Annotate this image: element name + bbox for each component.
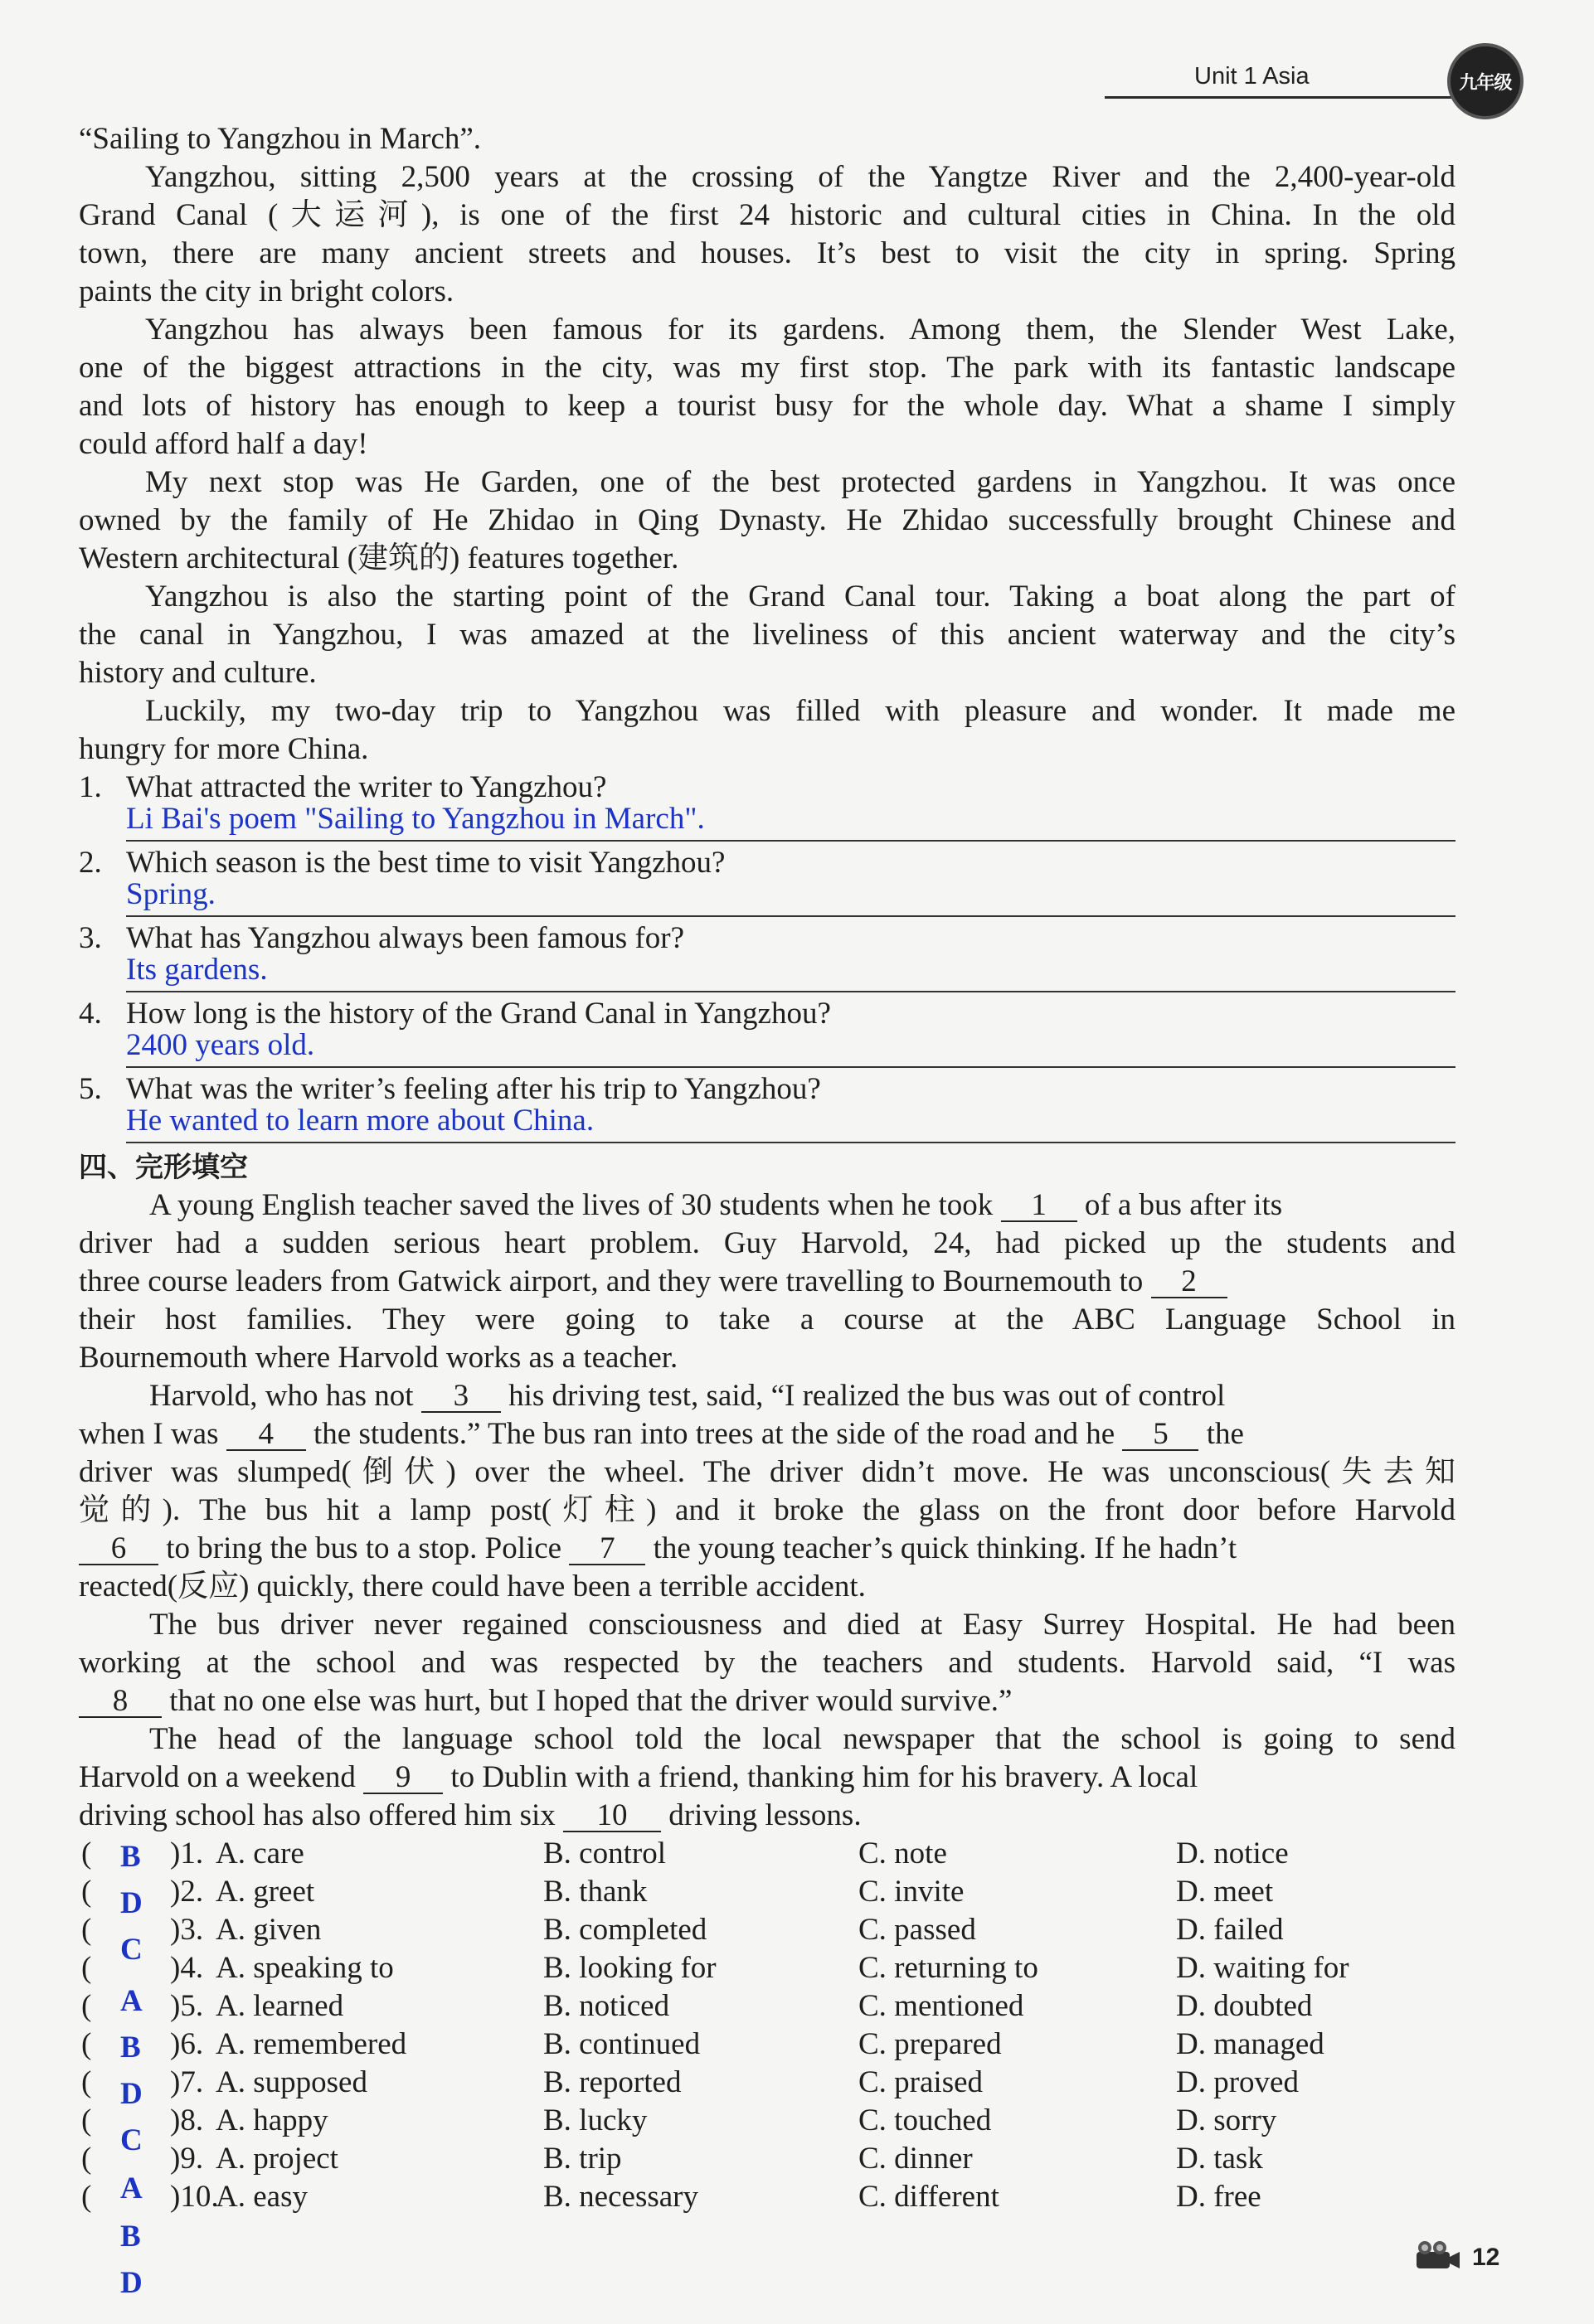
option-paren: ( — [81, 1989, 92, 2023]
question-number: 1. — [79, 770, 102, 804]
passage-line: owned by the family of He Zhidao in Qing Dynasty. He Zhidao successfully brought Chinese and — [79, 503, 1455, 537]
passage-line: “Sailing to Yangzhou in March”. — [79, 122, 482, 156]
answer-key: B — [120, 1840, 141, 1874]
cloze-line: their host families. They were going to take a course at the ABC Language School in — [79, 1303, 1455, 1337]
grade-badge — [1447, 43, 1524, 119]
cloze-blank: 7 — [569, 1534, 645, 1565]
passage-line: and lots of history has enough to keep a tourist busy for the whole day. What a shame I simply — [79, 389, 1455, 423]
cloze-line — [79, 1531, 1455, 1567]
option-c: C. note — [858, 1836, 947, 1870]
passage-line: paints the city in bright colors. — [79, 274, 454, 308]
option-d: D. proved — [1176, 2065, 1299, 2099]
cloze-text: that no one else was hurt, but I hoped that the driver would survive.” — [169, 1684, 1013, 1718]
answer-key: D — [120, 2266, 143, 2300]
option-paren: ( — [81, 2142, 92, 2176]
cloze-blank: 4 — [226, 1419, 306, 1451]
option-number: )3. — [170, 1913, 204, 1947]
cloze-line: driver was slumped(倒伏) over the wheel. The driver didn’t move. He was unconscious(失去知 — [79, 1455, 1455, 1489]
option-a: A. given — [216, 1913, 322, 1947]
cloze-line: The bus driver never regained consciousness and died at Easy Surrey Hospital. He had been — [149, 1608, 1455, 1642]
passage-line: My next stop was He Garden, one of the best protected gardens in Yangzhou. It was once — [145, 465, 1455, 499]
option-paren: ( — [81, 2103, 92, 2137]
passage-line: one of the biggest attractions in the city, was my first stop. The park with its fantastic landscape — [79, 351, 1455, 385]
camera-icon — [1412, 2239, 1463, 2272]
cloze-text: to Dublin with a friend, thanking him for his bravery. A local — [450, 1760, 1198, 1794]
option-paren: ( — [81, 2065, 92, 2099]
option-a: A. learned — [216, 1989, 344, 2023]
option-number: )8. — [170, 2103, 204, 2137]
cloze-line: 觉的). The bus hit a lamp post(灯柱) and it broke the glass on the front door before Harvold — [79, 1493, 1455, 1527]
cloze-blank: 6 — [79, 1534, 158, 1565]
cloze-text: the — [1206, 1417, 1244, 1451]
answer-line — [126, 915, 1455, 917]
option-b: B. trip — [543, 2142, 622, 2176]
passage-line: the canal in Yangzhou, I was amazed at the liveliness of this ancient waterway and the city’s — [79, 618, 1455, 652]
answer-key: B — [120, 2030, 141, 2064]
cloze-line — [79, 1416, 1455, 1453]
option-b: B. continued — [543, 2027, 701, 2061]
option-d: D. failed — [1176, 1913, 1284, 1947]
cloze-line: reacted(反应) quickly, there could have been a terrible accident. — [79, 1570, 866, 1604]
option-b: B. reported — [543, 2065, 682, 2099]
question-text: Which season is the best time to visit Yangzhou? — [126, 846, 726, 880]
question-text: How long is the history of the Grand Canal in Yangzhou? — [126, 997, 831, 1031]
option-d: D. free — [1176, 2180, 1261, 2214]
option-c: C. passed — [858, 1913, 976, 1947]
page-number: 12 — [1472, 2244, 1500, 2271]
option-d: D. doubted — [1176, 1989, 1313, 2023]
option-a: A. happy — [216, 2103, 328, 2137]
passage-line: Western architectural (建筑的) features together. — [79, 541, 679, 575]
option-b: B. looking for — [543, 1951, 717, 1985]
cloze-text: driving lessons. — [668, 1798, 862, 1832]
cloze-blank: 2 — [1151, 1267, 1227, 1298]
option-d: D. task — [1176, 2142, 1263, 2176]
option-a: A. easy — [216, 2180, 308, 2214]
answer-key: B — [120, 2220, 141, 2254]
question-number: 3. — [79, 921, 102, 955]
cloze-blank: 3 — [421, 1381, 501, 1413]
question-number: 2. — [79, 846, 102, 880]
option-b: B. thank — [543, 1875, 648, 1909]
option-number: )6. — [170, 2027, 204, 2061]
cloze-line — [79, 1264, 1455, 1300]
question-number: 4. — [79, 997, 102, 1031]
answer-text: Its gardens. — [126, 953, 268, 987]
option-b: B. lucky — [543, 2103, 648, 2137]
option-number: )7. — [170, 2065, 204, 2099]
cloze-blank: 5 — [1122, 1419, 1198, 1451]
question-text: What attracted the writer to Yangzhou? — [126, 770, 607, 804]
passage-line: town, there are many ancient streets and houses. It’s best to visit the city in spring. Spring — [79, 236, 1455, 270]
cloze-line: The head of the language school told the local newspaper that the school is going to send — [149, 1722, 1455, 1756]
answer-text: Spring. — [126, 877, 216, 911]
unit-header: Unit 1 Asia — [1194, 63, 1310, 90]
option-b: B. necessary — [543, 2180, 698, 2214]
answer-line — [126, 1142, 1455, 1143]
option-number: )4. — [170, 1951, 204, 1985]
answer-key: C — [120, 1933, 143, 1967]
grade-badge-label: 九年级 — [1459, 72, 1512, 94]
answer-line — [126, 840, 1455, 842]
cloze-text: his driving test, said, “I realized the bus was out of control — [508, 1379, 1226, 1413]
answer-key: D — [120, 2077, 143, 2111]
answer-key: A — [120, 1984, 143, 2018]
option-d: D. notice — [1176, 1836, 1289, 1870]
option-paren: ( — [81, 2180, 92, 2214]
option-paren: ( — [81, 1951, 92, 1985]
header-rule — [1105, 96, 1461, 99]
option-number: )10. — [170, 2180, 219, 2214]
answer-line — [126, 991, 1455, 992]
option-number: )1. — [170, 1836, 204, 1870]
answer-key: D — [120, 1886, 143, 1920]
option-a: A. speaking to — [216, 1951, 394, 1985]
option-a: A. supposed — [216, 2065, 367, 2099]
option-paren: ( — [81, 1875, 92, 1909]
passage-line: Yangzhou is also the starting point of the Grand Canal tour. Taking a boat along the part of — [145, 580, 1455, 614]
option-b: B. completed — [543, 1913, 707, 1947]
cloze-blank: 1 — [1001, 1191, 1077, 1222]
cloze-line — [149, 1187, 1455, 1224]
option-a: A. project — [216, 2142, 338, 2176]
answer-text: 2400 years old. — [126, 1028, 315, 1062]
answer-text: Li Bai's poem "Sailing to Yangzhou in March". — [126, 802, 705, 836]
passage-line: Luckily, my two-day trip to Yangzhou was filled with pleasure and wonder. It made me — [145, 694, 1455, 728]
cloze-text: three course leaders from Gatwick airport, and they were travelling to Bournemouth to — [79, 1264, 1144, 1298]
cloze-line: driver had a sudden serious heart problem. Guy Harvold, 24, had picked up the students and — [79, 1226, 1455, 1260]
passage-line: could afford half a day! — [79, 427, 368, 461]
option-c: C. mentioned — [858, 1989, 1024, 2023]
option-d: D. sorry — [1176, 2103, 1277, 2137]
option-d: D. meet — [1176, 1875, 1274, 1909]
option-c: C. dinner — [858, 2142, 973, 2176]
option-c: C. prepared — [858, 2027, 1002, 2061]
option-c: C. invite — [858, 1875, 965, 1909]
cloze-text: the students.” The bus ran into trees at the side of the road and he — [313, 1417, 1115, 1451]
option-number: )9. — [170, 2142, 204, 2176]
option-paren: ( — [81, 2027, 92, 2061]
option-d: D. managed — [1176, 2027, 1324, 2061]
passage-line: Yangzhou has always been famous for its gardens. Among them, the Slender West Lake, — [145, 313, 1455, 347]
option-number: )5. — [170, 1989, 204, 2023]
answer-key: C — [120, 2123, 143, 2157]
section-title: 四、完形填空 — [79, 1151, 248, 1184]
question-text: What was the writer’s feeling after his trip to Yangzhou? — [126, 1072, 821, 1106]
cloze-line — [79, 1683, 1455, 1720]
cloze-text: driving school has also offered him six — [79, 1798, 556, 1832]
question-text: What has Yangzhou always been famous for? — [126, 921, 685, 955]
option-a: A. greet — [216, 1875, 315, 1909]
cloze-line — [79, 1798, 1455, 1834]
cloze-blank: 8 — [79, 1686, 162, 1718]
cloze-text: of a bus after its — [1084, 1188, 1283, 1222]
option-c: C. returning to — [858, 1951, 1038, 1985]
answer-key: A — [120, 2171, 143, 2205]
option-paren: ( — [81, 1836, 92, 1870]
cloze-line: Bournemouth where Harvold works as a teacher. — [79, 1341, 678, 1375]
cloze-line: working at the school and was respected by the teachers and students. Harvold said, “I was — [79, 1646, 1455, 1680]
option-d: D. waiting for — [1176, 1951, 1349, 1985]
option-b: B. noticed — [543, 1989, 670, 2023]
passage-line: Grand Canal (大运河), is one of the first 24 historic and cultural cities in China. In the old — [79, 198, 1455, 232]
cloze-blank: 9 — [363, 1763, 443, 1794]
cloze-text: when I was — [79, 1417, 219, 1451]
cloze-blank: 10 — [563, 1801, 661, 1832]
passage-line: history and culture. — [79, 656, 317, 690]
passage-line: hungry for more China. — [79, 732, 369, 766]
answer-line — [126, 1066, 1455, 1068]
cloze-text: Harvold, who has not — [149, 1379, 414, 1413]
cloze-text: to bring the bus to a stop. Police — [166, 1531, 562, 1565]
option-number: )2. — [170, 1875, 204, 1909]
option-paren: ( — [81, 1913, 92, 1947]
answer-text: He wanted to learn more about China. — [126, 1104, 595, 1138]
option-b: B. control — [543, 1836, 666, 1870]
passage-line: Yangzhou, sitting 2,500 years at the crossing of the Yangtze River and the 2,400-year-old — [145, 160, 1455, 194]
cloze-text: A young English teacher saved the lives of 30 students when he took — [149, 1188, 994, 1222]
cloze-text: Harvold on a weekend — [79, 1760, 356, 1794]
option-c: C. different — [858, 2180, 999, 2214]
cloze-line — [79, 1759, 1455, 1796]
option-a: A. care — [216, 1836, 304, 1870]
question-number: 5. — [79, 1072, 102, 1106]
cloze-line — [149, 1378, 1455, 1414]
option-a: A. remembered — [216, 2027, 407, 2061]
cloze-text: the young teacher’s quick thinking. If he hadn’t — [653, 1531, 1237, 1565]
option-c: C. praised — [858, 2065, 984, 2099]
option-c: C. touched — [858, 2103, 992, 2137]
